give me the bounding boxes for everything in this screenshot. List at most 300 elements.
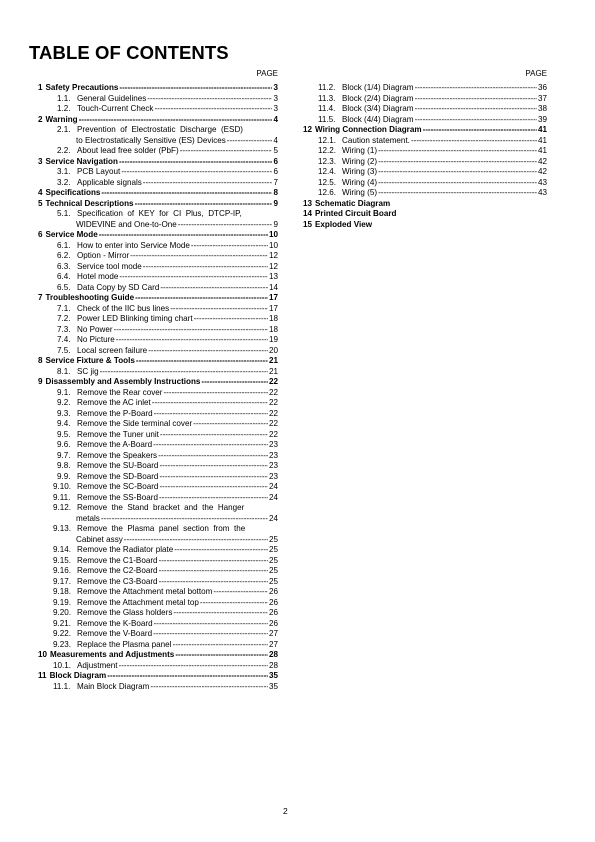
toc-entry-number: 11.3.: [318, 93, 336, 103]
toc-subsection-entry: [38, 587, 278, 598]
toc-entry-title: Touch-Current Check: [77, 104, 154, 113]
toc-entry-title: Remove the SD-Board: [77, 471, 159, 481]
toc-subsection-entry: [38, 629, 278, 640]
toc-subsection-entry: [303, 115, 547, 126]
toc-leader-dots: [153, 440, 268, 451]
toc-subsection-entry: [38, 367, 278, 378]
toc-entry-page: 3: [273, 104, 278, 113]
toc-leader-dots: [415, 83, 537, 94]
toc-entry-title: SC jig: [77, 366, 99, 376]
toc-leader-dots: [415, 94, 537, 105]
toc-leader-dots: [147, 94, 272, 105]
toc-leader-dots: [227, 136, 273, 147]
toc-leader-dots: [170, 304, 268, 315]
toc-entry-title: Remove the C3-Board: [77, 576, 158, 586]
toc-leader-dots: [152, 398, 268, 409]
toc-entry-page: 26: [268, 597, 278, 607]
toc-entry-title: Wiring (4): [342, 177, 378, 187]
toc-entry-number: 7.5.: [57, 345, 71, 355]
toc-entry-number: 6.2.: [57, 251, 71, 260]
toc-subsection-entry: [303, 94, 547, 105]
toc-entry-number: 9.6.: [57, 440, 71, 449]
toc-entry-number: 9.20.: [53, 608, 72, 617]
toc-leader-dots: [191, 241, 268, 252]
toc-section-entry: [38, 293, 278, 304]
toc-entry-number: 9.11.: [53, 492, 71, 502]
toc-entry-page: 12: [268, 261, 278, 271]
toc-entry-title: Warning: [45, 114, 78, 124]
toc-subsection-entry: [38, 556, 278, 567]
toc-entry-number: 9: [38, 377, 43, 386]
toc-entry-number: 10: [38, 650, 48, 659]
toc-leader-dots: [415, 104, 537, 115]
toc-entry-number: 12.6.: [318, 188, 337, 197]
toc-entry-title: Wiring (2): [342, 156, 378, 166]
toc-entry-title: Block Diagram: [49, 671, 107, 680]
toc-entry-title: Troubleshooting Guide: [45, 293, 135, 302]
toc-entry-title: Remove the SU-Board: [77, 461, 159, 470]
toc-entry-page: 12: [268, 251, 278, 260]
toc-leader-dots: [107, 671, 268, 682]
toc-entry-number: 9.1.: [57, 387, 71, 397]
toc-entry-number: 2.2.: [57, 146, 71, 155]
toc-subsection-entry: [303, 104, 547, 115]
toc-entry-page: 25: [268, 534, 278, 544]
toc-entry-title: Specifications: [45, 188, 101, 197]
toc-entry-title: Remove the Attachment metal top: [77, 597, 199, 607]
toc-entry-page: 7: [273, 177, 278, 187]
toc-entry-title: to Electrostatically Sensitive (ES) Devices: [76, 135, 226, 145]
toc-entry-title: Wiring (5): [342, 188, 378, 197]
toc-entry-page: 4: [273, 135, 278, 145]
toc-entry-page: 22: [268, 398, 278, 407]
toc-subsection-entry: [38, 451, 278, 462]
toc-entry-page: 23: [268, 471, 278, 481]
toc-entry-number: 9.2.: [57, 398, 71, 407]
toc-section-entry: [303, 209, 547, 220]
toc-entry-page: 43: [537, 188, 547, 197]
toc-entry-number: 6.3.: [57, 261, 71, 271]
toc-subsection-entry: [38, 325, 278, 336]
toc-subsection-entry: [303, 83, 547, 94]
toc-subsection-entry: [303, 178, 547, 189]
toc-subsection-entry: [303, 167, 547, 178]
toc-leader-dots: [143, 262, 268, 273]
toc-entry-number: 9.23.: [53, 639, 72, 649]
toc-subsection-entry: [303, 157, 547, 168]
toc-subsection-entry: [38, 209, 278, 220]
toc-entry-title: Block (3/4) Diagram: [342, 104, 414, 113]
toc-subsection-entry: [38, 419, 278, 430]
toc-section-entry: [38, 671, 278, 682]
toc-right-column: [303, 69, 547, 230]
document-title: TABLE OF CONTENTS: [29, 42, 229, 63]
toc-entry-title: Technical Descriptions: [45, 198, 134, 208]
toc-entry-number: 9.13.: [53, 524, 72, 533]
toc-entry-title: Remove the Radiator plate: [77, 545, 174, 554]
toc-entry-page: 25: [268, 555, 278, 565]
toc-entry-title: Main Block Diagram: [77, 681, 150, 691]
toc-section-entry: [38, 230, 278, 241]
toc-subsection-entry: [38, 577, 278, 588]
toc-leader-dots: [423, 125, 537, 136]
toc-entry-number: 6.1.: [57, 240, 71, 250]
toc-leader-dots: [213, 587, 268, 598]
toc-leader-dots: [124, 535, 268, 546]
toc-subsection-entry: [38, 388, 278, 399]
toc-leader-dots: [119, 661, 268, 672]
toc-entry-page: 38: [537, 104, 547, 113]
toc-entry-number: 9.15.: [53, 555, 72, 565]
toc-leader-dots: [154, 104, 272, 115]
toc-leader-dots: [378, 178, 537, 189]
toc-entry-page: 41: [537, 125, 547, 134]
toc-entries-right: [303, 83, 547, 230]
toc-entry-page: 22: [268, 387, 278, 397]
toc-subsection-entry: [38, 335, 278, 346]
toc-entry-page: 19: [268, 335, 278, 344]
toc-entry-page: 26: [268, 618, 278, 628]
toc-entry-number: 11.1.: [53, 681, 71, 691]
toc-entry-page: 25: [268, 576, 278, 586]
toc-entry-number: 12.4.: [318, 167, 337, 176]
toc-entry-page: 21: [268, 356, 278, 365]
toc-leader-dots: [160, 430, 268, 441]
toc-entry-number: 5.1.: [57, 209, 71, 218]
toc-subsection-entry: [38, 146, 278, 157]
toc-entry-page: 27: [268, 629, 278, 638]
toc-leader-dots: [135, 199, 273, 210]
toc-entry-page: 13: [268, 272, 278, 281]
toc-entry-title: Local screen failure: [77, 345, 148, 355]
toc-entry-page: 22: [268, 419, 278, 428]
toc-entry-title: Safety Precautions: [45, 83, 119, 92]
toc-leader-dots: [114, 325, 268, 336]
toc-entry-number: 9.16.: [53, 566, 72, 575]
toc-entry-title: Remove the SC-Board: [77, 482, 159, 491]
toc-entry-title: Wiring (1): [342, 146, 378, 155]
toc-leader-dots: [116, 335, 268, 346]
toc-entry-page: 24: [268, 513, 278, 523]
toc-subsection-entry: [38, 440, 278, 451]
toc-entries-left: [38, 83, 278, 692]
toc-leader-dots: [175, 650, 268, 661]
toc-subsection-entry: [38, 619, 278, 630]
toc-entry-page: 18: [268, 314, 278, 323]
toc-leader-dots: [159, 482, 268, 493]
toc-entry-page: 25: [268, 566, 278, 575]
toc-entry-page: 41: [537, 146, 547, 155]
toc-leader-dots: [159, 556, 268, 567]
toc-entry-page: 9: [273, 219, 278, 229]
toc-subsection-entry: [38, 94, 278, 105]
toc-leader-dots: [135, 293, 268, 304]
toc-entry-number: 9.10.: [53, 482, 72, 491]
toc-entry-number: 3.1.: [57, 167, 71, 176]
toc-entry-page: 8: [273, 188, 278, 197]
toc-section-entry: [303, 199, 547, 210]
toc-leader-dots: [121, 167, 272, 178]
toc-entry-page: 41: [537, 135, 547, 145]
toc-section-entry: [303, 125, 547, 136]
toc-subsection-entry: [38, 535, 278, 546]
toc-entry-page: 42: [537, 156, 547, 166]
toc-entry-title: No Power: [77, 324, 113, 334]
toc-entry-title: Remove the C2-Board: [77, 566, 158, 575]
toc-entry-page: 43: [537, 177, 547, 187]
toc-entry-title: WIDEVINE and One-to-One: [76, 219, 177, 229]
toc-entry-number: 12.3.: [318, 156, 337, 166]
toc-entry-title: Block (1/4) Diagram: [342, 83, 414, 92]
toc-entry-number: 1.2.: [57, 104, 71, 113]
toc-entry-number: 15: [303, 219, 313, 229]
toc-leader-dots: [378, 157, 537, 168]
toc-entry-page: 22: [268, 408, 278, 418]
toc-subsection-entry: [38, 472, 278, 483]
toc-entry-title: Check of the IIC bus lines: [77, 303, 170, 313]
toc-entry-number: 9.17.: [53, 576, 72, 586]
toc-subsection-entry: [38, 262, 278, 273]
toc-entry-number: 9.7.: [57, 450, 71, 460]
toc-section-entry: [38, 115, 278, 126]
toc-entry-number: 6.5.: [57, 282, 71, 292]
toc-subsection-entry: [38, 598, 278, 609]
toc-leader-dots: [178, 220, 273, 231]
toc-entry-number: 12.5.: [318, 177, 337, 187]
toc-entry-number: 9.21.: [53, 618, 72, 628]
toc-entry-title: Remove the Stand bracket and the Hanger: [77, 503, 245, 512]
toc-entry-number: 12: [303, 125, 313, 134]
toc-entry-title: Service Mode: [45, 230, 98, 239]
toc-leader-dots: [136, 356, 268, 367]
toc-entry-page: 22: [268, 429, 278, 439]
toc-entry-number: 11.4.: [318, 104, 336, 113]
toc-section-entry: [38, 377, 278, 388]
toc-entry-page: 21: [268, 366, 278, 376]
toc-entry-title: Applicable signals: [77, 177, 142, 187]
toc-leader-dots: [159, 577, 268, 588]
toc-entry-title: Remove the C1-Board: [77, 555, 158, 565]
toc-entry-title: Remove the P-Board: [77, 408, 153, 418]
toc-leader-dots: [154, 619, 268, 630]
toc-leader-dots: [119, 83, 272, 94]
toc-leader-dots: [154, 409, 268, 420]
toc-entry-number: 11: [38, 671, 47, 680]
toc-entry-page: 42: [537, 167, 547, 176]
toc-entry-number: 3: [38, 156, 43, 166]
toc-leader-dots: [150, 682, 268, 693]
toc-entry-page: 28: [268, 650, 278, 659]
toc-entry-number: 6: [38, 230, 43, 239]
toc-entry-number: 9.12.: [53, 503, 72, 512]
toc-entry-number: 9.14.: [53, 545, 72, 554]
toc-entry-title: Remove the Side terminal cover: [77, 419, 193, 428]
toc-leader-dots: [174, 545, 268, 556]
toc-entry-number: 7: [38, 293, 43, 302]
toc-entry-page: 4: [273, 114, 278, 124]
toc-entry-page: 17: [268, 303, 278, 313]
toc-section-entry: [303, 220, 547, 231]
toc-leader-dots: [194, 314, 268, 325]
toc-entry-number: 9.9.: [57, 471, 71, 481]
toc-entry-title: Remove the AC inlet: [77, 398, 151, 407]
toc-leader-dots: [160, 283, 268, 294]
toc-entry-title: metals: [76, 513, 100, 523]
toc-entry-page: 28: [268, 660, 278, 670]
toc-entry-number: 8.1.: [57, 366, 71, 376]
toc-leader-dots: [99, 230, 268, 241]
toc-entry-number: 11.5.: [318, 114, 336, 124]
toc-entry-page: 27: [268, 639, 278, 649]
toc-subsection-entry: [38, 167, 278, 178]
toc-subsection-entry: [38, 251, 278, 262]
toc-entry-title: About lead free solder (PbF): [77, 146, 179, 155]
toc-subsection-entry: [38, 461, 278, 472]
toc-entry-title: Remove the V-Board: [77, 629, 153, 638]
toc-entry-number: 9.18.: [53, 587, 72, 596]
toc-leader-dots: [100, 367, 268, 378]
toc-entry-title: General Guidelines: [77, 93, 147, 103]
toc-leader-dots: [159, 461, 268, 472]
toc-subsection-entry: [38, 503, 278, 514]
toc-entry-page: 23: [268, 440, 278, 449]
toc-entry-title: Remove the Plasma panel section from the: [77, 524, 246, 533]
toc-subsection-entry: [38, 220, 278, 231]
toc-section-entry: [38, 83, 278, 94]
toc-entry-title: Service Navigation: [45, 156, 118, 166]
toc-entry-title: Remove the Attachment metal bottom: [77, 587, 213, 596]
toc-entry-title: Measurements and Adjustments: [50, 650, 175, 659]
toc-leader-dots: [159, 472, 268, 483]
toc-leader-dots: [101, 188, 272, 199]
toc-entry-title: Remove the Speakers: [77, 450, 158, 460]
toc-entry-title: Block (2/4) Diagram: [342, 93, 414, 103]
toc-leader-dots: [180, 146, 273, 157]
toc-entry-page: 14: [268, 282, 278, 292]
toc-leader-dots: [159, 566, 268, 577]
toc-entry-number: 9.5.: [57, 429, 71, 439]
toc-entry-title: Remove the Tuner unit: [77, 429, 159, 439]
toc-subsection-entry: [38, 482, 278, 493]
toc-entry-title: How to enter into Service Mode: [77, 240, 190, 250]
toc-subsection-entry: [303, 188, 547, 199]
toc-entry-page: 26: [268, 587, 278, 596]
toc-entry-number: 7.4.: [57, 335, 71, 344]
toc-entry-number: 9.8.: [57, 461, 71, 470]
toc-entry-number: 7.2.: [57, 314, 71, 323]
toc-leader-dots: [153, 629, 268, 640]
toc-subsection-entry: [38, 514, 278, 525]
toc-entry-title: Remove the A-Board: [77, 440, 153, 449]
toc-leader-dots: [378, 146, 537, 157]
page-column-header: PAGE: [256, 69, 278, 78]
toc-section-entry: [38, 650, 278, 661]
toc-subsection-entry: [303, 136, 547, 147]
toc-entry-number: 8: [38, 356, 43, 365]
toc-subsection-entry: [38, 136, 278, 147]
toc-subsection-entry: [38, 304, 278, 315]
toc-entry-page: 3: [273, 83, 278, 92]
toc-entry-title: Block (4/4) Diagram: [342, 114, 414, 124]
toc-entry-page: 23: [268, 461, 278, 470]
toc-subsection-entry: [38, 608, 278, 619]
page-column-header: PAGE: [525, 69, 547, 78]
toc-entry-title: Cabinet assy: [76, 534, 123, 544]
toc-entry-page: 5: [273, 146, 278, 155]
toc-entry-title: Power LED Blinking timing chart: [77, 314, 193, 323]
toc-leader-dots: [201, 377, 268, 388]
toc-entry-title: Data Copy by SD Card: [77, 282, 160, 292]
toc-entry-title: Option - Mirror: [77, 251, 130, 260]
toc-subsection-entry: [38, 283, 278, 294]
toc-subsection-entry: [38, 409, 278, 420]
toc-entry-number: 10.1.: [53, 660, 72, 670]
toc-entry-number: 1: [38, 83, 43, 92]
toc-leader-dots: [200, 598, 268, 609]
toc-entry-number: 7.3.: [57, 324, 71, 334]
toc-entry-title: Replace the Plasma panel: [77, 639, 172, 649]
toc-leader-dots: [158, 451, 268, 462]
toc-leader-dots: [143, 178, 273, 189]
toc-leader-dots: [148, 346, 268, 357]
toc-entry-page: 26: [268, 608, 278, 617]
toc-entry-page: 6: [273, 156, 278, 166]
toc-subsection-entry: [38, 346, 278, 357]
toc-entry-number: 5: [38, 198, 43, 208]
toc-entry-title: Service Fixture & Tools: [45, 356, 135, 365]
toc-entry-title: Adjustment: [77, 660, 118, 670]
toc-entry-number: 9.4.: [57, 419, 71, 428]
toc-entry-number: 12.1.: [318, 135, 337, 145]
toc-entry-title: Remove the K-Board: [77, 618, 153, 628]
toc-entry-title: Exploded View: [315, 219, 372, 229]
toc-entry-page: 6: [273, 167, 278, 176]
toc-entry-title: Remove the Rear cover: [77, 387, 163, 397]
toc-entry-page: 3: [273, 93, 278, 103]
toc-leader-dots: [193, 419, 268, 430]
toc-entry-page: 35: [268, 671, 278, 680]
toc-entry-page: 23: [268, 450, 278, 460]
toc-subsection-entry: [38, 524, 278, 535]
toc-subsection-entry: [38, 640, 278, 651]
toc-subsection-entry: [38, 314, 278, 325]
toc-entry-page: 24: [268, 492, 278, 502]
toc-entry-page: 10: [268, 240, 278, 250]
toc-leader-dots: [411, 136, 537, 147]
toc-entry-page: 36: [537, 83, 547, 92]
toc-entry-number: 9.3.: [57, 408, 71, 418]
toc-entry-page: 37: [537, 93, 547, 103]
toc-leader-dots: [79, 115, 273, 126]
toc-entry-page: 18: [268, 324, 278, 334]
toc-leader-dots: [101, 514, 268, 525]
toc-leader-dots: [130, 251, 268, 262]
toc-entry-number: 2.1.: [57, 125, 71, 134]
toc-entry-number: 11.2.: [318, 83, 336, 92]
toc-entry-number: 6.4.: [57, 272, 71, 281]
toc-entry-title: Prevention of Electrostatic Discharge (ESD): [77, 125, 243, 134]
toc-entry-title: Caution statement.: [342, 135, 410, 145]
toc-entry-title: PCB Layout: [77, 167, 121, 176]
toc-leader-dots: [173, 640, 268, 651]
toc-section-entry: [38, 199, 278, 210]
toc-entry-page: 20: [268, 345, 278, 355]
toc-entry-number: 13: [303, 198, 313, 208]
toc-entry-page: 22: [268, 377, 278, 386]
toc-left-column: [38, 69, 278, 692]
toc-entry-title: Wiring (3): [342, 167, 378, 176]
toc-subsection-entry: [38, 545, 278, 556]
